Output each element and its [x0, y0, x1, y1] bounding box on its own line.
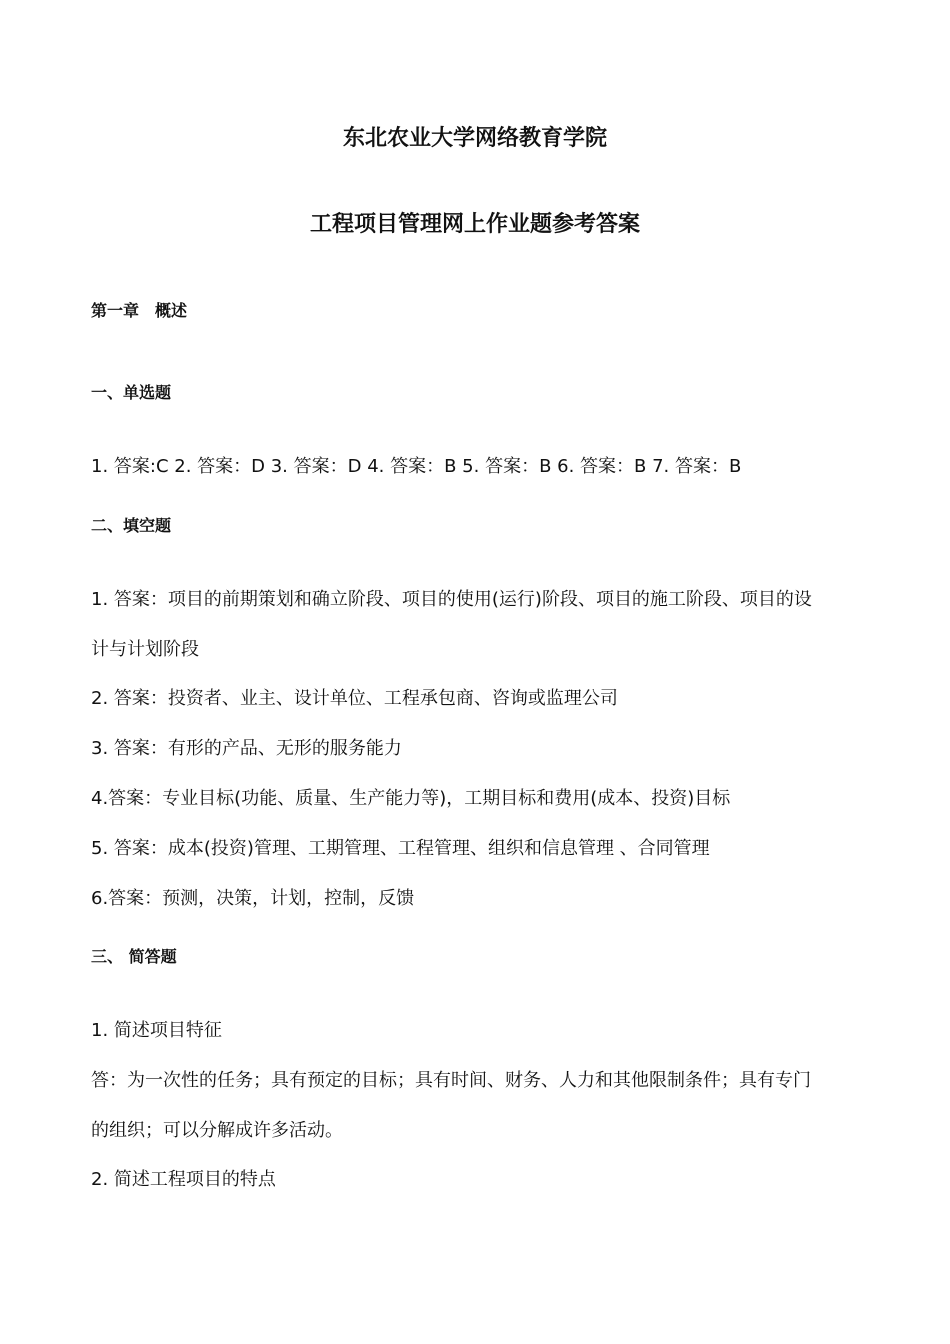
institution-title: 东北农业大学网络教育学院	[342, 126, 607, 151]
fill-blank-answer-5: 5. 答案：成本(投资)管理、工期管理、工程管理、组织和信息管理 、合同管理	[91, 838, 710, 859]
fill-blank-answer-1-cont: 计与计划阶段	[91, 639, 199, 660]
chapter-heading: 第一章 概述	[91, 301, 188, 320]
fill-blank-answer-1: 1. 答案：项目的前期策划和确立阶段、项目的使用(运行)阶段、项目的施工阶段、项目的设	[91, 589, 812, 610]
document-title: 工程项目管理网上作业题参考答案	[309, 212, 640, 237]
short-answer-answer-1: 答：为一次性的任务；具有预定的目标；具有时间、财务、人力和其他限制条件；具有专门	[91, 1070, 811, 1091]
fill-blank-answer-2: 2. 答案：投资者、业主、设计单位、工程承包商、咨询或监理公司	[91, 688, 618, 709]
section-heading-single-choice: 一、单选题	[91, 383, 172, 402]
fill-blank-answer-6: 6.答案：预测，决策，计划，控制，反馈	[91, 888, 415, 909]
fill-blank-answer-3: 3. 答案：有形的产品、无形的服务能力	[91, 738, 402, 759]
short-answer-answer-1-cont: 的组织；可以分解成许多活动。	[91, 1120, 343, 1141]
single-choice-answers: 1. 答案:C 2. 答案：D 3. 答案：D 4. 答案：B 5. 答案：B 6. 答案：B 7. 答案：B	[91, 456, 742, 477]
short-answer-question-2: 2. 简述工程项目的特点	[91, 1169, 276, 1190]
short-answer-question-1: 1. 简述项目特征	[91, 1020, 222, 1041]
section-heading-fill-blank: 二、填空题	[91, 516, 172, 535]
section-heading-short-answer: 三、 简答题	[91, 947, 177, 966]
fill-blank-answer-4: 4.答案：专业目标(功能、质量、生产能力等)，工期目标和费用(成本、投资)目标	[91, 788, 731, 809]
